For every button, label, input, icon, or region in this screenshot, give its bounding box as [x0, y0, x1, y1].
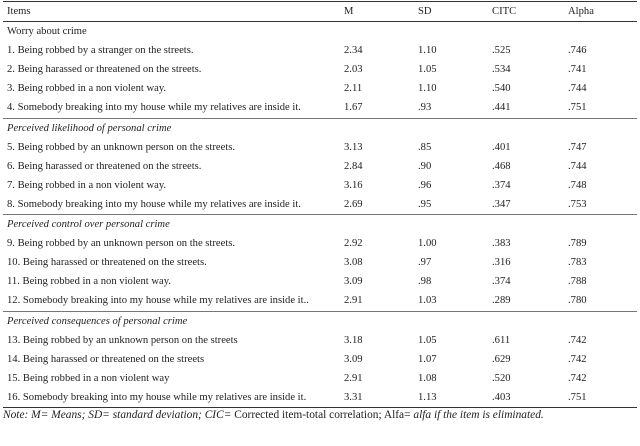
cell-citc: .403 — [488, 388, 564, 408]
cell-item: 3. Being robbed in a non violent way. — [7, 83, 167, 95]
cell-alpha: .741 — [568, 64, 587, 76]
table-row — [3, 234, 637, 253]
table-row — [3, 369, 637, 388]
cell-alpha: .742 — [568, 334, 587, 346]
table-header — [3, 2, 637, 22]
table-row — [3, 350, 637, 369]
note-cic-term: CIC — [204, 409, 224, 421]
header-m: M — [340, 2, 414, 22]
note-alfa-def: alfa if the item is eliminated. — [413, 409, 544, 421]
table-row — [3, 331, 637, 350]
header-row — [3, 2, 637, 22]
cell-alpha: .744 — [568, 160, 587, 172]
cell-m: 1.67 — [344, 102, 363, 114]
cell-citc: .316 — [492, 257, 511, 269]
section-row — [3, 215, 637, 235]
cell-item: 11. Being robbed in a non violent way. — [7, 276, 171, 288]
table-row — [3, 272, 637, 291]
cell-item: 7. Being robbed in a non violent way. — [7, 179, 167, 191]
table-row — [3, 79, 637, 98]
section-title: Worry about crime — [7, 26, 87, 38]
reliability-table — [3, 1, 637, 408]
header-sd: SD — [414, 2, 488, 22]
cell-citc: .629 — [492, 353, 511, 365]
cell-m: 3.13 — [344, 141, 363, 153]
cell-item: 5. Being robbed by an unknown person on the streets. — [7, 141, 236, 153]
cell-item: 6. Being harassed or threatened on the streets. — [7, 160, 202, 172]
cell-citc: .540 — [492, 83, 511, 95]
cell-sd: .98 — [418, 276, 432, 288]
cell-citc: .534 — [492, 64, 511, 76]
section-title: Perceived likelihood of personal crime — [3, 118, 637, 138]
note-sd-def: standard deviation; — [112, 409, 202, 421]
section-title: Perceived consequences of personal crime — [3, 311, 637, 331]
note-cic-def: Corrected item-total correlation; — [234, 409, 382, 421]
cell-sd: .93 — [418, 102, 432, 114]
cell-m: 2.91 — [344, 295, 363, 307]
cell-alpha: .746 — [568, 45, 587, 57]
cell-alpha: .789 — [568, 238, 587, 250]
cell-item: 4. Somebody breaking into my house while my relatives are inside it. — [7, 102, 301, 114]
cell-item: 8. Somebody breaking into my house while my relatives are inside it. — [7, 198, 301, 210]
cell-item: 16. Somebody breaking into my house while my relatives are inside it. — [3, 388, 340, 408]
section-row — [3, 118, 637, 138]
cell-citc: .383 — [492, 238, 511, 250]
cell-citc: .525 — [492, 45, 511, 57]
note-label: Note: — [3, 409, 29, 421]
cell-sd: 1.05 — [418, 334, 437, 346]
table-row — [3, 98, 637, 118]
cell-item: 1. Being robbed by a stranger on the streets. — [7, 45, 194, 57]
section-title: Perceived control over personal crime — [3, 215, 637, 235]
cell-m: 2.34 — [344, 45, 363, 57]
cell-sd: 1.08 — [418, 372, 437, 384]
cell-m: 2.91 — [344, 372, 363, 384]
cell-alpha: .748 — [568, 179, 587, 191]
cell-sd: .96 — [418, 179, 432, 191]
cell-sd: 1.10 — [418, 83, 437, 95]
cell-sd: 1.00 — [418, 238, 437, 250]
cell-alpha: .780 — [568, 295, 587, 307]
cell-m: 3.09 — [344, 276, 363, 288]
cell-m: 3.09 — [344, 353, 363, 365]
cell-alpha: .744 — [568, 83, 587, 95]
table-row — [3, 388, 637, 408]
cell-alpha: .783 — [568, 257, 587, 269]
table-row — [3, 138, 637, 157]
cell-citc: .347 — [492, 198, 511, 210]
cell-m: 3.16 — [344, 179, 363, 191]
cell-m: 3.08 — [344, 257, 363, 269]
cell-sd: 1.10 — [418, 45, 437, 57]
table-row — [3, 41, 637, 60]
cell-sd: .95 — [418, 198, 432, 210]
cell-m: 3.18 — [344, 334, 363, 346]
cell-sd: .85 — [418, 141, 432, 153]
cell-m: 3.31 — [340, 388, 414, 408]
header-items: Items — [3, 2, 340, 22]
table-row — [3, 291, 637, 311]
cell-citc: .401 — [492, 141, 511, 153]
table-row — [3, 176, 637, 195]
cell-alpha: .742 — [568, 372, 587, 384]
note-m-term: M — [31, 409, 41, 421]
cell-item: 2. Being harassed or threatened on the streets. — [7, 64, 202, 76]
cell-citc: .374 — [492, 276, 511, 288]
cell-item: 12. Somebody breaking into my house while my relatives are inside it.. — [7, 295, 309, 307]
cell-sd: 1.13 — [414, 388, 488, 408]
cell-sd: .90 — [418, 160, 432, 172]
cell-m: 2.84 — [344, 160, 363, 172]
cell-item: 13. Being robbed by an unknown person on the streets — [7, 334, 238, 346]
table-row — [3, 195, 637, 215]
cell-citc: .441 — [492, 102, 511, 114]
header-citc: CITC — [488, 2, 564, 22]
section-row — [3, 311, 637, 331]
cell-citc: .374 — [492, 179, 511, 191]
section-row — [3, 22, 637, 42]
cell-citc: .520 — [492, 372, 511, 384]
cell-alpha: .742 — [568, 353, 587, 365]
cell-item: 14. Being harassed or threatened on the streets — [7, 353, 205, 365]
cell-m: 2.11 — [344, 83, 363, 95]
header-alpha: Alpha — [564, 2, 637, 22]
cell-m: 2.69 — [344, 198, 363, 210]
cell-citc: .468 — [492, 160, 511, 172]
cell-alpha: .747 — [568, 141, 587, 153]
cell-item: 10. Being harassed or threatened on the streets. — [7, 257, 207, 269]
cell-sd: 1.07 — [418, 353, 437, 365]
cell-sd: 1.05 — [418, 64, 437, 76]
cell-item: 15. Being robbed in a non violent way — [7, 372, 170, 384]
note-alfa-term: Alfa — [383, 409, 405, 421]
cell-alpha: .751 — [564, 388, 637, 408]
cell-m: 2.03 — [344, 64, 363, 76]
table-row — [3, 60, 637, 79]
cell-alpha: .788 — [568, 276, 587, 288]
cell-citc: .611 — [492, 334, 511, 346]
cell-sd: .97 — [418, 257, 432, 269]
cell-item: 9. Being robbed by an unknown person on the streets. — [7, 238, 236, 250]
cell-m: 2.92 — [344, 238, 363, 250]
table-row — [3, 157, 637, 176]
cell-alpha: .751 — [568, 102, 587, 114]
table-row — [3, 253, 637, 272]
note-sd-term: SD — [88, 409, 103, 421]
table-note: Note: M= Means; SD= standard deviation; CIC= Corrected item-total correlation; Alfa= alfa if the item is eliminated. — [3, 409, 544, 421]
cell-alpha: .753 — [568, 198, 587, 210]
note-m-def: Means; — [51, 409, 86, 421]
table-body — [3, 22, 637, 408]
cell-sd: 1.03 — [418, 295, 437, 307]
cell-citc: .289 — [492, 295, 511, 307]
